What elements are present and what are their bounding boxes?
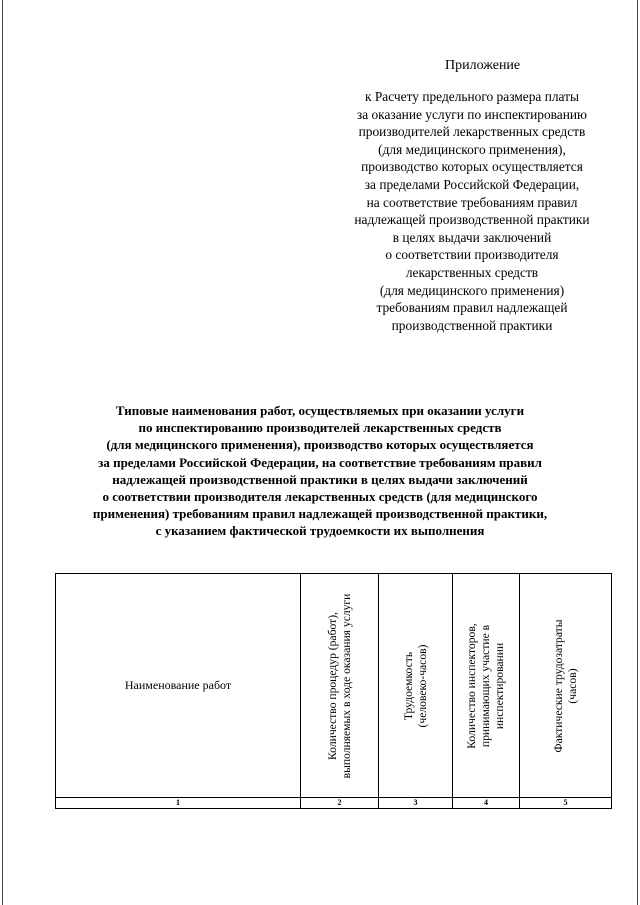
header-label: принимающих участие в	[479, 624, 492, 747]
appendix-reference-line: требованиям правил надлежащей	[376, 300, 568, 316]
appendix-reference-line: производственной практики	[391, 317, 553, 333]
page-frame-left	[2, 0, 3, 905]
title-line: по инспектированию производителей лекарственных средств	[138, 420, 502, 436]
appendix-reference-line: производителей лекарственных средств	[358, 124, 586, 140]
column-number: 3	[379, 798, 453, 809]
appendix-reference-line: за пределами Российской Федерации,	[364, 176, 580, 192]
header-label: инспектировании	[493, 642, 506, 729]
header-label: Количество процедур (работ),	[325, 611, 339, 760]
header-label: (часов)	[565, 667, 579, 704]
appendix-reference-line: лекарственных средств	[405, 264, 539, 280]
title-line: с указанием фактической трудоемкости их выполнения	[155, 523, 485, 539]
title-line: о соответствии производителя лекарственных средств (для медицинского	[102, 489, 538, 505]
column-number-row	[56, 798, 612, 809]
header-label: (человеко-часов)	[415, 644, 429, 727]
appendix-reference	[322, 88, 622, 334]
header-labor-intensity	[379, 574, 453, 798]
works-table	[55, 573, 612, 809]
header-procedure-count	[301, 574, 379, 798]
column-number: 2	[301, 798, 379, 809]
header-label: Количество инспекторов,	[465, 622, 478, 749]
column-number: 4	[453, 798, 520, 809]
title-line: надлежащей производственной практики в целях выдачи заключений	[112, 471, 528, 487]
title-line: Типовые наименования работ, осуществляемых при оказании услуги	[115, 403, 525, 418]
header-work-name	[56, 574, 301, 798]
column-number: 5	[520, 798, 612, 809]
appendix-reference-line: в целях выдачи заключений	[392, 229, 552, 245]
header-inspector-count	[453, 574, 520, 798]
header-actual-labor	[520, 574, 612, 798]
header-label: Трудоемкость	[401, 651, 415, 720]
page-frame-right	[637, 0, 638, 905]
document-title	[40, 402, 600, 540]
header-label: выполняемых в ходе оказания услуги	[339, 593, 353, 778]
appendix-reference-line: к Расчету предельного размера платы	[365, 89, 579, 104]
appendix-reference-line: надлежащей производственной практики	[354, 212, 590, 228]
title-line: за пределами Российской Федерации, на соответствие требованиям правил	[98, 454, 542, 470]
appendix-reference-line: (для медицинского применения)	[379, 282, 565, 298]
appendix-reference-line: (для медицинского применения),	[378, 141, 566, 157]
appendix-reference-line: на соответствие требованиям правил	[366, 194, 578, 210]
column-number: 1	[56, 798, 301, 809]
appendix-reference-line: о соответствии производителя	[385, 247, 559, 263]
table-header-row	[56, 574, 612, 798]
title-line: применения) требованиям правил надлежащей производственной практики,	[92, 506, 548, 522]
appendix-reference-line: производство которых осуществляется	[361, 159, 583, 175]
title-line: (для медицинского применения), производство которых осуществляется	[106, 437, 534, 453]
appendix-reference-line: за оказание услуги по инспектированию	[356, 106, 588, 122]
appendix-label: Приложение	[445, 58, 521, 73]
header-label: Фактические трудозатраты	[551, 618, 565, 753]
header-label: Наименование работ	[124, 678, 232, 692]
